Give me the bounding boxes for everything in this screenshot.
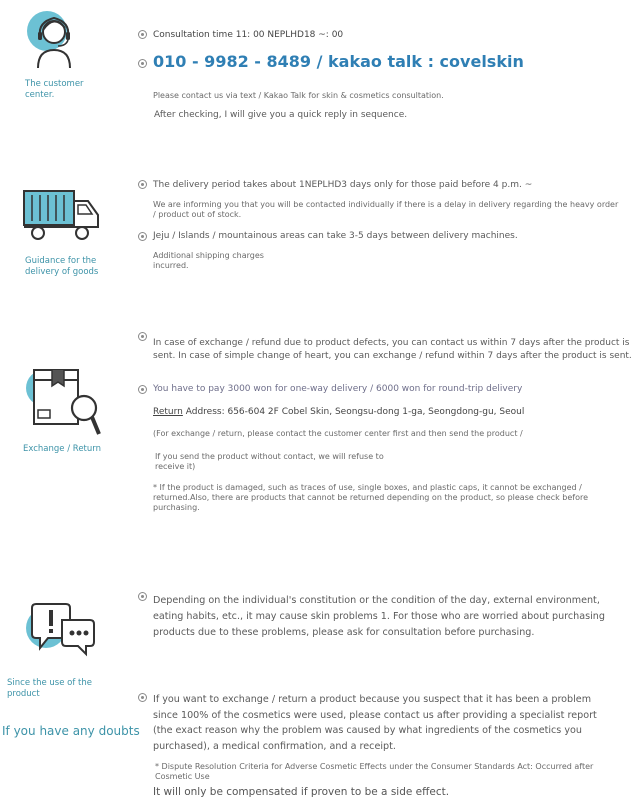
compensation-note: It will only be compensated if proven to be a side effect. xyxy=(153,786,450,798)
return-address-text: Address: 656-604 2F Cobel Skin, Seongsu-dong 1-ga, Seongdong-gu, Seoul xyxy=(182,407,525,417)
consultation-time: Consultation time 11: 00 NEPLHD18 ~: 00 xyxy=(153,30,344,40)
delivery-period: The delivery period takes about 1NEPLHD3 days only for those paid before 4 p.m. ~ xyxy=(153,180,533,190)
constitution-note: Depending on the individual's constitution or the condition of the day, external environment, eating habits, etc., it may cause skin problems 1. For those who are worried about purchasing products due to these problems, please ask for consultation before purchasing. xyxy=(153,595,605,638)
additional-charges: Additional shipping charges incurred. xyxy=(153,251,264,270)
delivery-truck-icon xyxy=(22,187,102,245)
islands-note: Jeju / Islands / mountainous areas can take 3-5 days between delivery machines. xyxy=(153,231,518,241)
damaged-product-note: * If the product is damaged, such as traces of use, single boxes, and plastic caps, it cannot be exchanged / returned.Also, there are products that cannot be returned depending on the product, so please check before purchasing. xyxy=(153,483,589,512)
exchange-return-box-icon xyxy=(22,364,102,444)
bullet-icon xyxy=(138,30,147,39)
doubts-heading: If you have any doubts xyxy=(2,724,140,738)
refuse-note: If you send the product without contact, we will refuse to receive it) xyxy=(155,452,384,471)
bullet-icon xyxy=(138,592,147,601)
return-address xyxy=(153,407,633,418)
speech-bubble-icon xyxy=(22,600,102,662)
customer-center-caption: The customer center. xyxy=(25,79,84,100)
reply-note: After checking, I will give you a quick reply in sequence. xyxy=(154,110,408,120)
exchange-policy: In case of exchange / refund due to product defects, you can contact us within 7 days after the product is sent. In case of simple change of heart, you can exchange / refund within 7 days after the product is sent. xyxy=(153,338,632,361)
exchange-request-note: If you want to exchange / return a product because you suspect that it has been a problem since 100% of the cosmetics were used, please contact us after providing a specialist report (the exact reason why the problem was caused by what ingredients of the cosmetics you purchased), a medical confirmation, and a receipt. xyxy=(153,694,597,752)
exchange-return-caption: Exchange / Return xyxy=(23,444,102,454)
bullet-icon xyxy=(138,232,147,241)
phone-kakao-contact[interactable]: 010 - 9982 - 8489 / kakao talk : covelskin xyxy=(153,52,524,71)
contact-note: Please contact us via text / Kakao Talk for skin & cosmetics consultation. xyxy=(153,91,444,100)
bullet-icon xyxy=(138,332,147,341)
since-use-caption: Since the use of the product xyxy=(7,678,92,699)
dispute-criteria: * Dispute Resolution Criteria for Adverse Cosmetic Effects under the Consumer Standards Act: Occurred after Cosmetic Use xyxy=(155,762,594,781)
delivery-delay-note: We are informing you that you will be contacted individually if there is a delay in delivery regarding the heavy order / product out of stock. xyxy=(153,200,619,219)
return-label: Return xyxy=(153,407,183,417)
delivery-fee-note: You have to pay 3000 won for one-way delivery / 6000 won for round-trip delivery xyxy=(153,384,523,394)
bullet-icon xyxy=(138,693,147,702)
bullet-icon xyxy=(138,180,147,189)
customer-center-icon xyxy=(20,6,86,72)
delivery-caption: Guidance for the delivery of goods xyxy=(25,256,99,277)
bullet-icon xyxy=(138,385,147,394)
contact-first-note: (For exchange / return, please contact the customer center first and then send the product / xyxy=(153,429,523,438)
bullet-icon xyxy=(138,59,147,68)
